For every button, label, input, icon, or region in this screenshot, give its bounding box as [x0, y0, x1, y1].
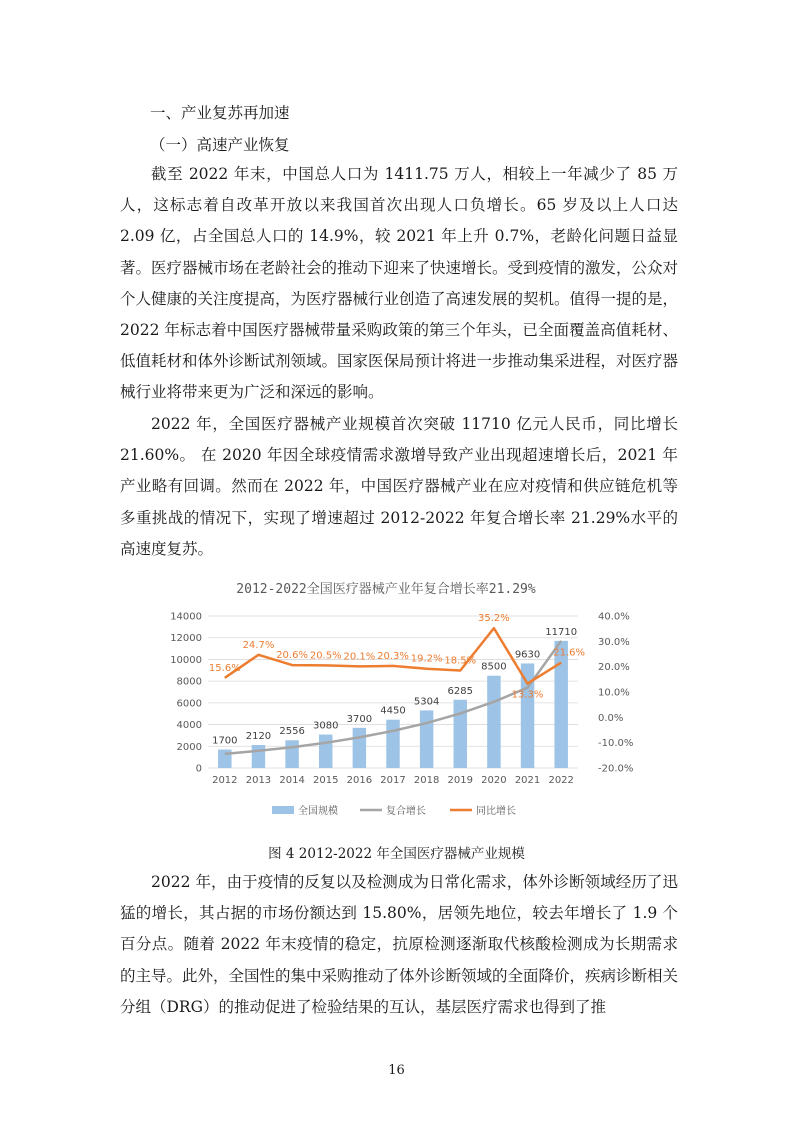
yoy-value-label: 24.7% — [242, 639, 275, 651]
x-tick-label: 2015 — [313, 775, 339, 786]
subsection-heading: （一）高速产业恢复 — [150, 136, 290, 154]
x-tick-label: 2013 — [245, 775, 272, 786]
bar — [454, 700, 467, 768]
bar — [554, 641, 567, 768]
x-tick-label: 2017 — [380, 775, 406, 786]
yoy-value-label: 20.1% — [343, 651, 376, 663]
y-left-tick-label: 0 — [195, 763, 202, 775]
x-tick-label: 2020 — [481, 775, 507, 786]
yoy-value-label: 35.2% — [478, 613, 510, 625]
y-left-tick-label: 10000 — [170, 654, 202, 666]
y-right-tick-label: 10.0% — [598, 687, 630, 699]
y-left-tick-label: 14000 — [170, 611, 202, 623]
bar — [285, 740, 298, 768]
yoy-value-label: 19.2% — [410, 653, 443, 665]
yoy-value-label: 15.6% — [208, 662, 241, 674]
page-number: 16 — [388, 1063, 405, 1078]
y-right-tick-label: 40.0% — [598, 611, 630, 623]
bar — [319, 735, 332, 768]
chart-title: 2012-2022全国医疗器械产业年复合增长率21.29% — [236, 582, 536, 597]
yoy-value-label: 21.6% — [553, 647, 586, 659]
bar-value-label: 2120 — [245, 730, 272, 742]
bar-value-label: 9630 — [514, 649, 541, 661]
yoy-value-label: 18.5% — [444, 655, 477, 667]
x-tick-label: 2022 — [548, 775, 574, 786]
y-left-tick-label: 6000 — [176, 698, 202, 710]
paragraph-population: 截至 2022 年末，中国总人口为 1411.75 万人，相较上一年减少了 85 万人，这标志着自改革开放以来我国首次出现人口负增长。65 岁及以上人口达 2.09 亿，占全国总人口的 14.9%，较 2021 年上升 0.7%，老龄化问题日益显著。医疗器械市场在老龄社会的推动下迎来了快速增长。受到疫情的激发，公众对个人健康的关注度提高，为医疗器械行业创造了高速发展的契机。值得一提的是，2022 年标志着中国医疗器械带量采购政策的第三个年头，已全面覆盖高值耗材、低值耗材和体外诊断试剂领域。国家医保局预计将进一步推动集采进程，对医疗器械行业将带来更为广泛和深远的影响。 — [120, 165, 679, 402]
bar — [353, 728, 366, 768]
y-left-tick-label: 2000 — [176, 741, 202, 753]
y-right-tick-label: 20.0% — [598, 662, 630, 674]
yoy-value-label: 20.3% — [377, 650, 409, 662]
bar-value-label: 5304 — [413, 696, 440, 708]
bar — [252, 745, 265, 768]
bar — [386, 720, 399, 768]
legend-label: 全国规模 — [298, 806, 338, 817]
x-tick-label: 2012 — [212, 775, 238, 786]
x-tick-label: 2018 — [413, 775, 440, 786]
y-left-tick-label: 8000 — [176, 676, 202, 688]
bar-value-label: 3700 — [346, 713, 373, 725]
bar-value-label: 3080 — [313, 720, 339, 732]
yoy-value-label: 13.3% — [511, 689, 544, 701]
y-left-tick-label: 4000 — [176, 720, 202, 732]
x-tick-label: 2016 — [346, 775, 373, 786]
legend-label: 同比增长 — [476, 806, 516, 817]
chart-legend — [272, 804, 516, 817]
bar-value-label: 4450 — [380, 705, 406, 717]
bar — [420, 710, 433, 768]
yoy-value-label: 20.6% — [276, 650, 308, 662]
y-right-tick-label: 0.0% — [598, 712, 624, 724]
legend-swatch — [272, 806, 294, 814]
bar-value-label: 8500 — [481, 661, 507, 673]
y-right-tick-label: 30.0% — [598, 636, 630, 648]
bar-value-label: 11710 — [545, 626, 578, 638]
x-tick-label: 2021 — [514, 775, 541, 786]
bar-value-label: 2556 — [279, 726, 305, 738]
bar-value-label: 1700 — [212, 735, 238, 747]
figure-caption: 图 4 2012-2022 年全国医疗器械产业规模 — [268, 846, 525, 862]
x-tick-label: 2019 — [447, 775, 473, 786]
bar — [487, 676, 500, 768]
y-right-tick-label: -10.0% — [598, 738, 634, 750]
y-right-tick-label: -20.0% — [598, 763, 634, 775]
bar-value-label: 6285 — [447, 685, 473, 697]
yoy-value-label: 20.5% — [309, 650, 342, 662]
y-left-tick-label: 12000 — [170, 633, 202, 645]
legend-label: 复合增长 — [386, 806, 426, 817]
x-tick-label: 2014 — [279, 775, 305, 786]
industry-scale-chart — [160, 575, 640, 835]
paragraph-industry-scale: 2022 年，全国医疗器械产业规模首次突破 11710 亿元人民币，同比增长 21.60%。 在 2020 年因全球疫情需求激增导致产业出现超速增长后，2021 年产业略有回调。然而在 2022 年，中国医疗器械产业在应对疫情和供应链危机等多重挑战的情况下，实现了增速超过 2012-2022 年复合增长率 21.29%水平的高速度复苏。 — [120, 415, 678, 558]
section-heading: 一、产业复苏再加速 — [150, 104, 290, 122]
paragraph-ivd: 2022 年，由于疫情的反复以及检测成为日常化需求，体外诊断领域经历了迅猛的增长，其占据的市场份额达到 15.80%，居领先地位，较去年增长了 1.9 个百分点。随着 2022 年末疫情的稳定，抗原检测逐渐取代核酸检测成为长期需求的主导。此外，全国性的集中采购推动了体外诊断领域的全面降价，疾病诊断相关分组（DRG）的推动促进了检验结果的互认，基层医疗需求也得到了推 — [120, 873, 679, 1016]
